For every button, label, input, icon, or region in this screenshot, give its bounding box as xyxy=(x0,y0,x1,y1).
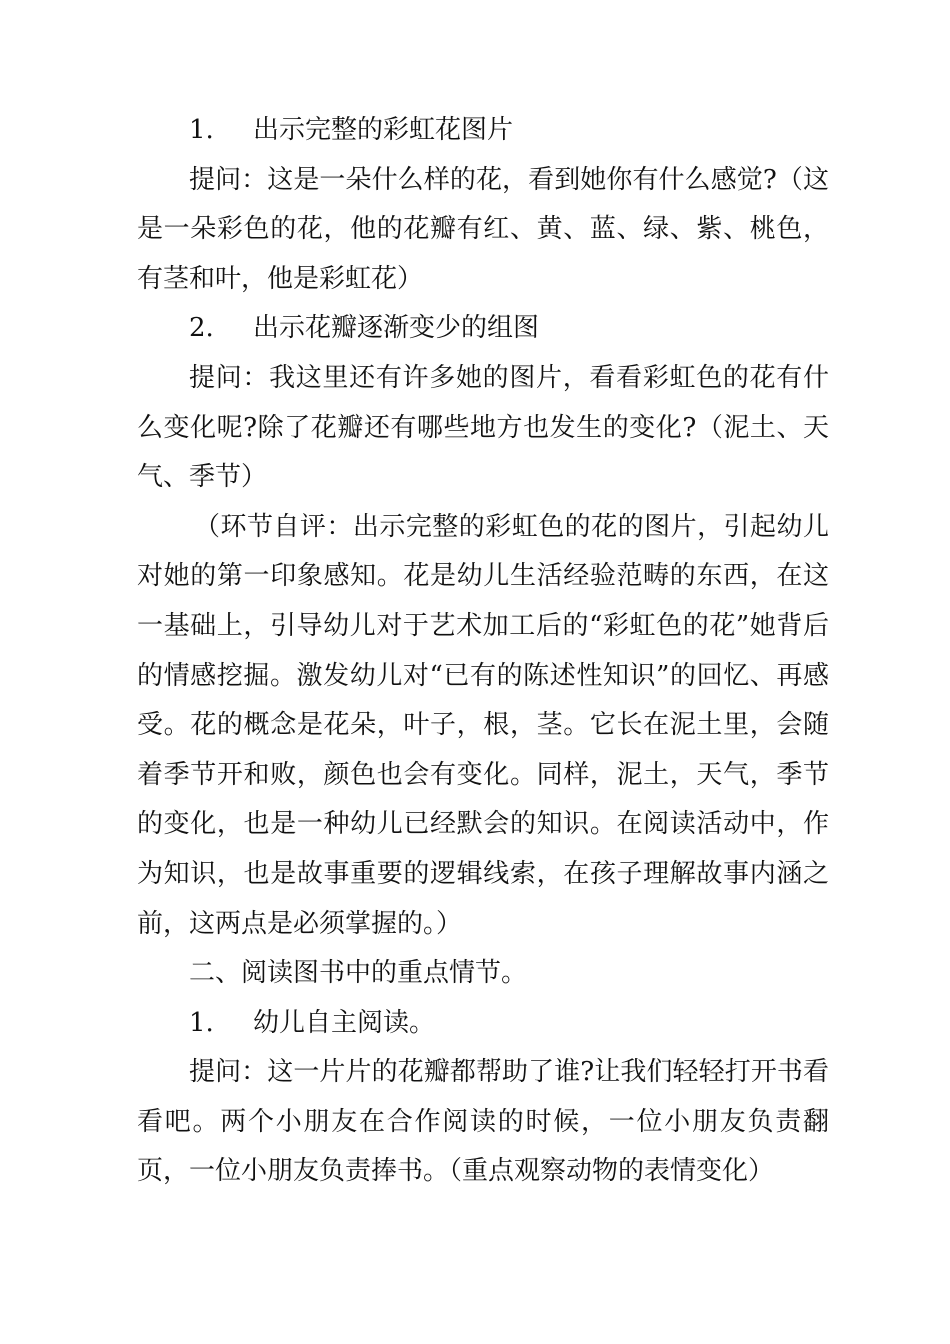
step-number: 1. xyxy=(189,1007,214,1038)
self-evaluation-paragraph: （环节自评：出示完整的彩虹色的花的图片，引起幼儿对她的第一印象感知。花是幼儿生活经验范畴的东西，在这一基础上，引导幼儿对于艺术加工后的“彩虹色的花”她背后的情感挖掘。激发幼儿对“已有的陈述性知识”的回忆、再感受。花的概念是花朵，叶子，根，茎。它长在泥土里，会随着季节开和败，颜色也会有变化。同样，泥土，天气，季节的变化，也是一种幼儿已经默会的知识。在阅读活动中，作为知识，也是故事重要的逻辑线索，在孩子理解故事内涵之前，这两点是必须掌握的。） xyxy=(137,511,829,939)
numbered-step-3 xyxy=(137,999,829,1049)
question-paragraph-1: 提问：这是一朵什么样的花，看到她你有什么感觉?（这是一朵彩色的花，他的花瓣有红、黄、蓝、绿、紫、桃色，有茎和叶，他是彩虹花） xyxy=(137,164,829,294)
step-number: 2. xyxy=(189,313,214,344)
question-paragraph-2: 提问：我这里还有许多她的图片，看看彩虹色的花有什么变化呢?除了花瓣还有哪些地方也发生的变化?（泥土、天气、季节） xyxy=(137,362,829,493)
document-body xyxy=(137,106,829,1197)
numbered-step-1 xyxy=(137,106,829,156)
question-paragraph-3: 提问：这一片片的花瓣都帮助了谁?让我们轻轻打开书看看吧。两个小朋友在合作阅读的时候，一位小朋友负责翻页，一位小朋友负责捧书。（重点观察动物的表情变化） xyxy=(137,1057,829,1187)
section-heading: 二、阅读图书中的重点情节。 xyxy=(189,958,528,989)
numbered-step-2 xyxy=(137,304,829,354)
step-text: 出示花瓣逐渐变少的组图 xyxy=(253,313,540,344)
step-text: 出示完整的彩虹花图片 xyxy=(253,115,514,145)
step-text: 幼儿自主阅读。 xyxy=(253,1007,436,1038)
step-number: 1. xyxy=(189,115,214,145)
